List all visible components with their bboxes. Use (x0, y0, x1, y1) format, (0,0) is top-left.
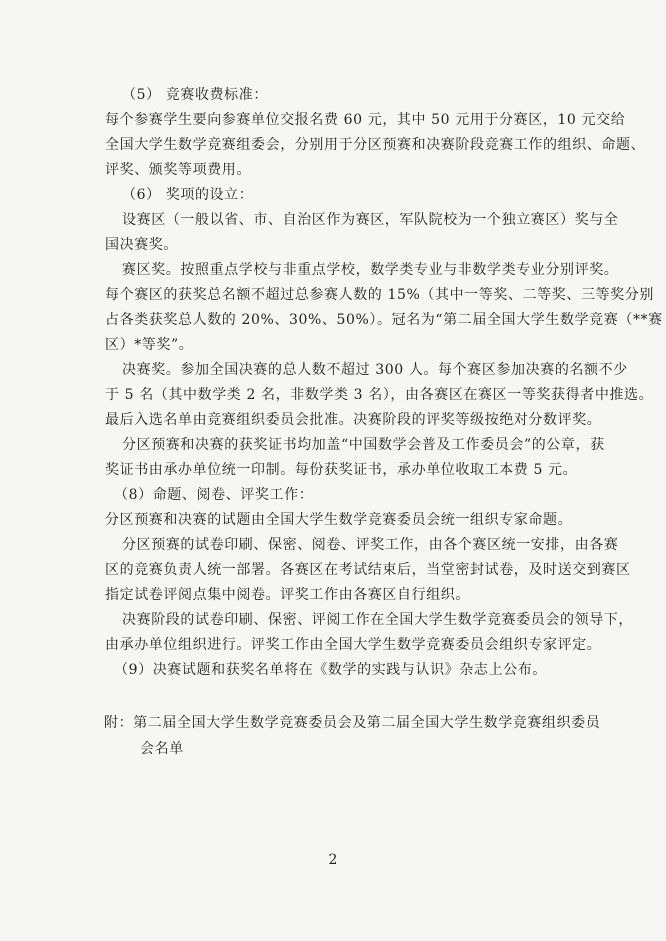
text-line: 指定试卷评阅点集中阅卷。评奖工作由各赛区自行组织。 (105, 587, 470, 603)
text-line: 区）*等奖”。 (105, 337, 194, 353)
text-line: 分区预赛的试卷印刷、保密、阅卷、评奖工作，由各个赛区统一安排，由各赛 (122, 537, 619, 553)
text-line: 设赛区（一般以省、市、自治区作为赛区，军队院校为一个独立赛区）奖与全 (122, 212, 619, 228)
text-line: 赛区奖。按照重点学校与非重点学校，数学类专业与非数学类专业分别评奖。 (122, 262, 619, 278)
text-line: 国决赛奖。 (105, 237, 178, 253)
text-line: （6） 奖项的设立： (122, 187, 254, 203)
text-line: （8）命题、阅卷、评奖工作： (114, 487, 314, 503)
page-number: 2 (328, 852, 338, 868)
text-line: 评奖、颁奖等项费用。 (105, 162, 251, 178)
text-line: 决赛奖。参加全国决赛的总人数不超过 300 人。每个赛区参加决赛的名额不少 (122, 362, 628, 378)
text-line: 由承办单位组织进行。评奖工作由全国大学生数学竞赛委员会组织专家评定。 (105, 637, 602, 653)
text-line: （5） 竞赛收费标准： (122, 87, 268, 103)
text-line: 每个参赛学生要向参赛单位交报名费 60 元，其中 50 元用于分赛区，10 元交给 (105, 112, 626, 128)
text-line: 区的竞赛负责人统一部署。各赛区在考试结束后，当堂密封试卷，及时送交到赛区 (105, 562, 631, 578)
text-line: 决赛阶段的试卷印刷、保密、评阅工作在全国大学生数学竞赛委员会的领导下， (122, 612, 633, 628)
text-line: 分区预赛和决赛的试题由全国大学生数学竞赛委员会统一组织专家命题。 (105, 512, 573, 528)
text-line: 每个赛区的获奖总名额不超过总参赛人数的 15%（其中一等奖、二等奖、三等奖分别 (105, 287, 654, 303)
text-line: 占各类获奖总人数的 20%、30%、50%）。冠名为“第二届全国大学生数学竞赛（**赛 (105, 312, 663, 328)
text-line: 最后入选名单由竞赛组织委员会批准。决赛阶段的评奖等级按绝对分数评奖。 (105, 412, 602, 428)
text-line: 分区预赛和决赛的获奖证书均加盖“中国数学会普及工作委员会”的公章，获 (122, 437, 605, 453)
text-line: 于 5 名（其中数学类 2 名，非数学类 3 名），由各赛区在赛区一等奖获得者中推选。 (105, 387, 654, 403)
text-line: 奖证书由承办单位统一印制。每份获奖证书，承办单位收取工本费 5 元。 (105, 462, 578, 478)
appendix-line: 附：第二届全国大学生数学竞赛委员会及第二届全国大学生数学竞赛组织委员 (104, 715, 601, 731)
appendix-line: 会名单 (140, 741, 184, 757)
text-line: （9）决赛试题和获奖名单将在《数学的实践与认识》杂志上公布。 (114, 662, 547, 678)
text-line: 全国大学生数学竞赛组委会，分别用于分区预赛和决赛阶段竞赛工作的组织、命题、 (105, 137, 646, 153)
